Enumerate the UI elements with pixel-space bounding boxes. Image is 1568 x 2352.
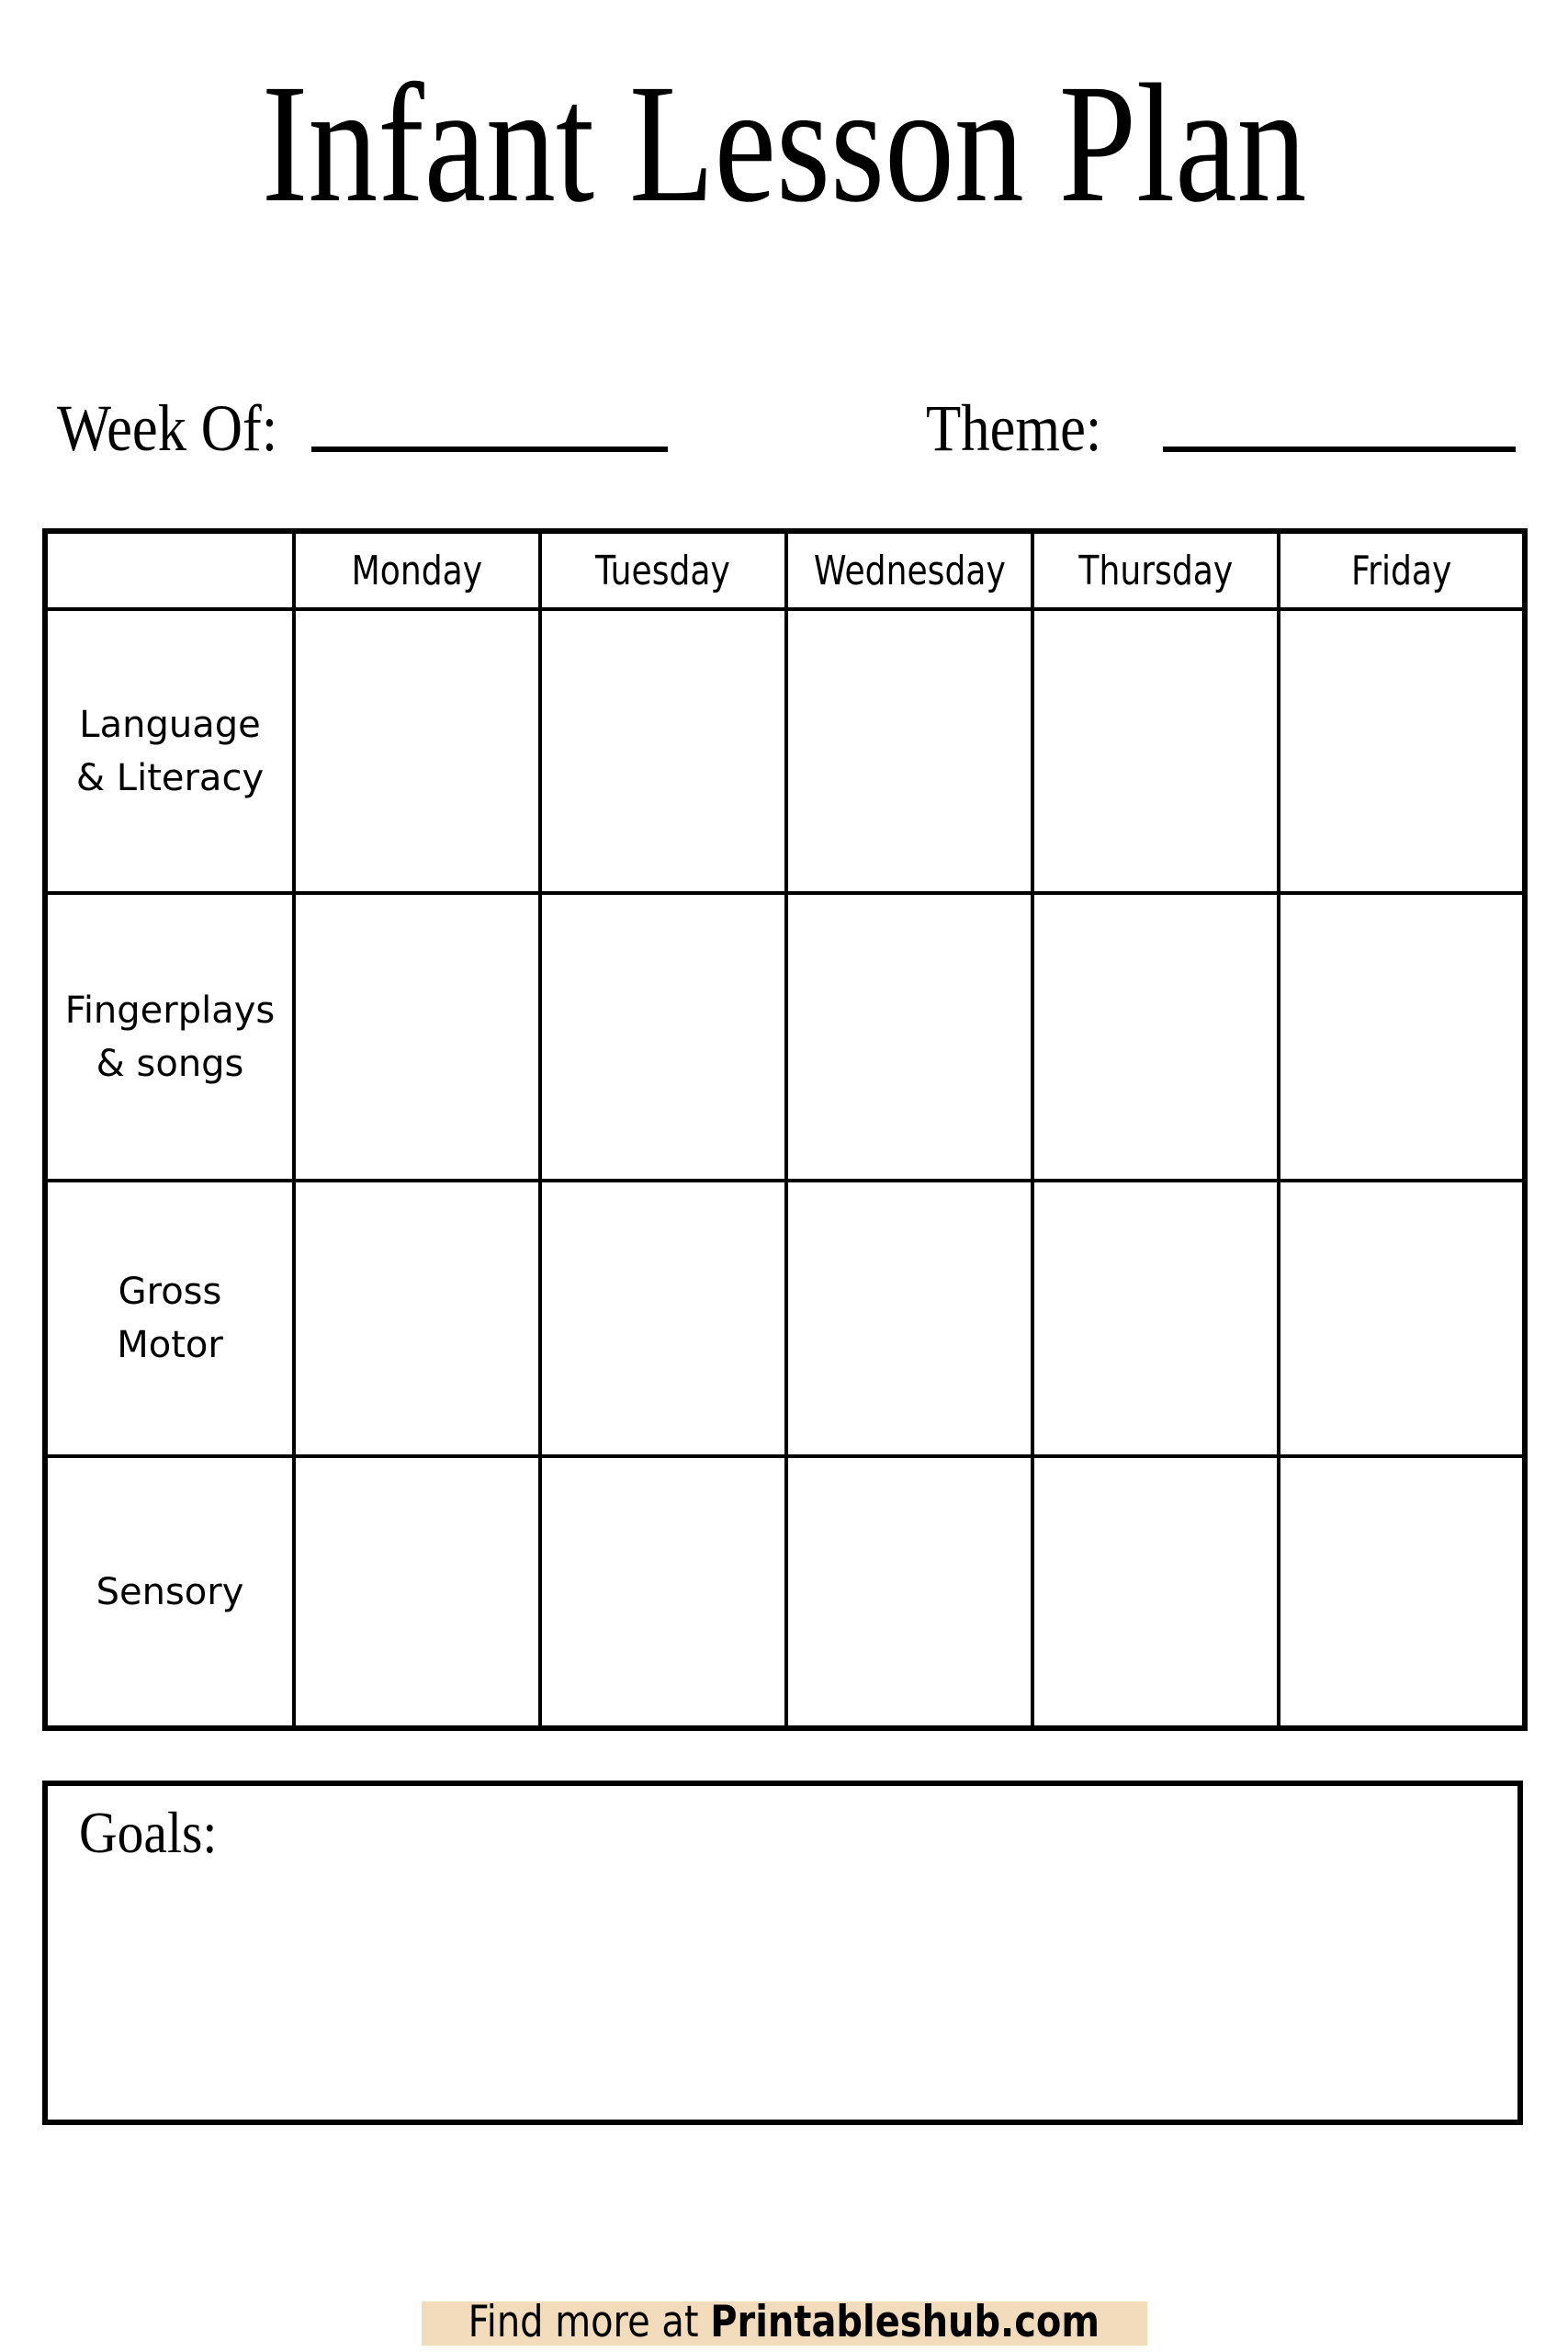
footer-brand: Printableshub.com	[710, 2296, 1100, 2347]
day-cell	[1279, 893, 1525, 1181]
lesson-plan-table	[42, 528, 1528, 1731]
day-header-label: Wednesday	[813, 547, 1006, 594]
theme-label: Theme:	[926, 391, 1102, 465]
table-row	[45, 893, 1525, 1181]
day-cell	[1279, 609, 1525, 893]
day-cell	[786, 1181, 1032, 1456]
row-label-language-literacy	[45, 609, 294, 893]
row-label-line: & Literacy	[75, 756, 265, 799]
row-label-line: Motor	[117, 1324, 223, 1366]
day-cell	[786, 1456, 1032, 1728]
row-label-fingerplays-songs	[45, 893, 294, 1181]
day-cell	[1032, 609, 1279, 893]
row-label-line: & songs	[96, 1042, 244, 1085]
week-of-blank	[311, 447, 668, 452]
day-header-tuesday	[540, 531, 786, 609]
fields-row	[0, 391, 1568, 469]
page-title-text: Infant Lesson Plan	[261, 50, 1307, 238]
row-label-line: Gross	[118, 1271, 222, 1313]
table-header-row	[45, 531, 1525, 609]
day-header-monday	[294, 531, 540, 609]
row-label-gross-motor	[45, 1181, 294, 1456]
corner-cell	[45, 531, 294, 609]
day-cell	[294, 893, 540, 1181]
table-row	[45, 1456, 1525, 1728]
page-title	[0, 50, 1568, 238]
footer-text	[468, 2296, 1100, 2347]
week-of-label: Week Of:	[57, 391, 278, 465]
goals-label: Goals:	[79, 1800, 218, 1865]
day-cell	[294, 1456, 540, 1728]
table-row	[45, 609, 1525, 893]
day-header-friday	[1279, 531, 1525, 609]
theme-blank	[1163, 447, 1516, 452]
day-cell	[786, 609, 1032, 893]
day-cell	[540, 1456, 786, 1728]
table-row	[45, 1181, 1525, 1456]
day-cell	[540, 893, 786, 1181]
day-header-label: Thursday	[1078, 547, 1233, 594]
footer-prefix: Find more at	[468, 2296, 711, 2347]
row-label-sensory	[45, 1456, 294, 1728]
row-label-line: Language	[79, 703, 261, 746]
day-header-wednesday	[786, 531, 1032, 609]
goals-box	[42, 1781, 1523, 2125]
day-cell	[540, 609, 786, 893]
row-label-line: Sensory	[96, 1570, 244, 1613]
day-header-thursday	[1032, 531, 1279, 609]
day-cell	[294, 1181, 540, 1456]
footer-highlight	[422, 2296, 1147, 2347]
day-cell	[1279, 1181, 1525, 1456]
day-header-label: Tuesday	[595, 547, 731, 594]
day-cell	[540, 1181, 786, 1456]
day-header-label: Monday	[351, 547, 483, 594]
day-header-label: Friday	[1350, 547, 1452, 594]
footer	[0, 2296, 1568, 2347]
day-cell	[1032, 893, 1279, 1181]
row-label-line: Fingerplays	[64, 989, 276, 1032]
day-cell	[1032, 1181, 1279, 1456]
day-cell	[786, 893, 1032, 1181]
day-cell	[1279, 1456, 1525, 1728]
day-cell	[1032, 1456, 1279, 1728]
day-cell	[294, 609, 540, 893]
